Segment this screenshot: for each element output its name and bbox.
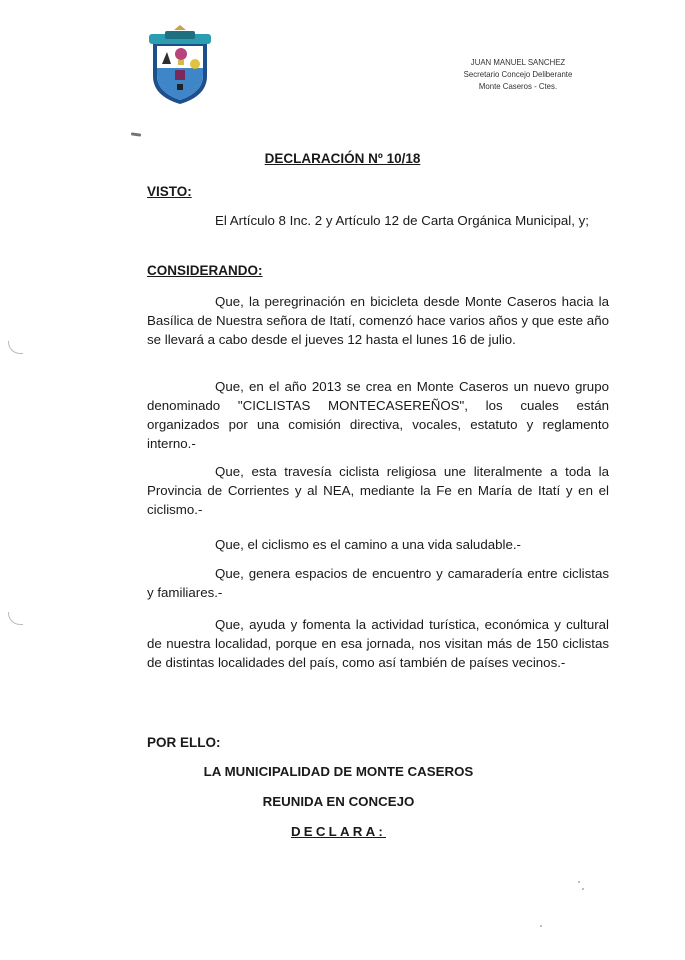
considerando-paragraph: Que, la peregrinación en bicicleta desde Monte Caseros hacia la Basílica de Nuestra señora de Itatí, comenzó hace varios años y que este año se llevará a cabo desde el jueves 12 hasta el lunes 16 de julio. xyxy=(147,294,609,347)
declara-heading: DECLARA: xyxy=(290,824,387,839)
council-line: REUNIDA EN CONCEJO xyxy=(262,794,415,809)
punch-hole-mark xyxy=(8,612,23,625)
considerando-paragraph: Que, ayuda y fomenta la actividad turística, económica y cultural de nuestra localidad, porque en esa jornada, nos visitan más de 150 ciclistas de distintas localidades del país, como así también de países vecinos.- xyxy=(147,617,609,670)
considerando-paragraph: Que, en el año 2013 se crea en Monte Caseros un nuevo grupo denominado "CICLISTAS MONTECASEREÑOS", los cuales están organizados por una comisión directiva, vocales, estatuto y reglamento interno.- xyxy=(147,379,609,451)
signature-stamp xyxy=(457,56,578,92)
visto-heading: VISTO: xyxy=(147,184,192,199)
scan-speck xyxy=(540,925,542,927)
signatory-location: Monte Caseros - Ctes. xyxy=(478,81,558,91)
municipality-line: LA MUNICIPALIDAD DE MONTE CASEROS xyxy=(203,764,474,779)
scan-speck xyxy=(582,888,584,890)
punch-hole-mark xyxy=(8,341,23,354)
coat-of-arms-icon xyxy=(147,24,213,106)
considerando-paragraph: Que, genera espacios de encuentro y camaradería entre ciclistas y familiares.- xyxy=(147,566,609,600)
por-ello-label: POR ELLO: xyxy=(147,735,221,750)
scan-mark xyxy=(131,132,141,136)
document-title: DECLARACIÓN Nº 10/18 xyxy=(264,151,421,166)
considerando-paragraph: Que, esta travesía ciclista religiosa une literalmente a toda la Provincia de Corrientes y al NEA, mediante la Fe en María de Itatí y en el ciclismo.- xyxy=(147,464,609,517)
considerando-heading: CONSIDERANDO: xyxy=(147,263,263,278)
considerando-paragraph: Que, el ciclismo es el camino a una vida saludable.- xyxy=(215,537,521,552)
scan-speck xyxy=(578,881,580,883)
visto-paragraph: El Artículo 8 Inc. 2 y Artículo 12 de Carta Orgánica Municipal, y; xyxy=(215,213,589,228)
signatory-role: Secretario Concejo Deliberante xyxy=(463,69,573,79)
signatory-name: JUAN MANUEL SANCHEZ xyxy=(470,57,566,67)
